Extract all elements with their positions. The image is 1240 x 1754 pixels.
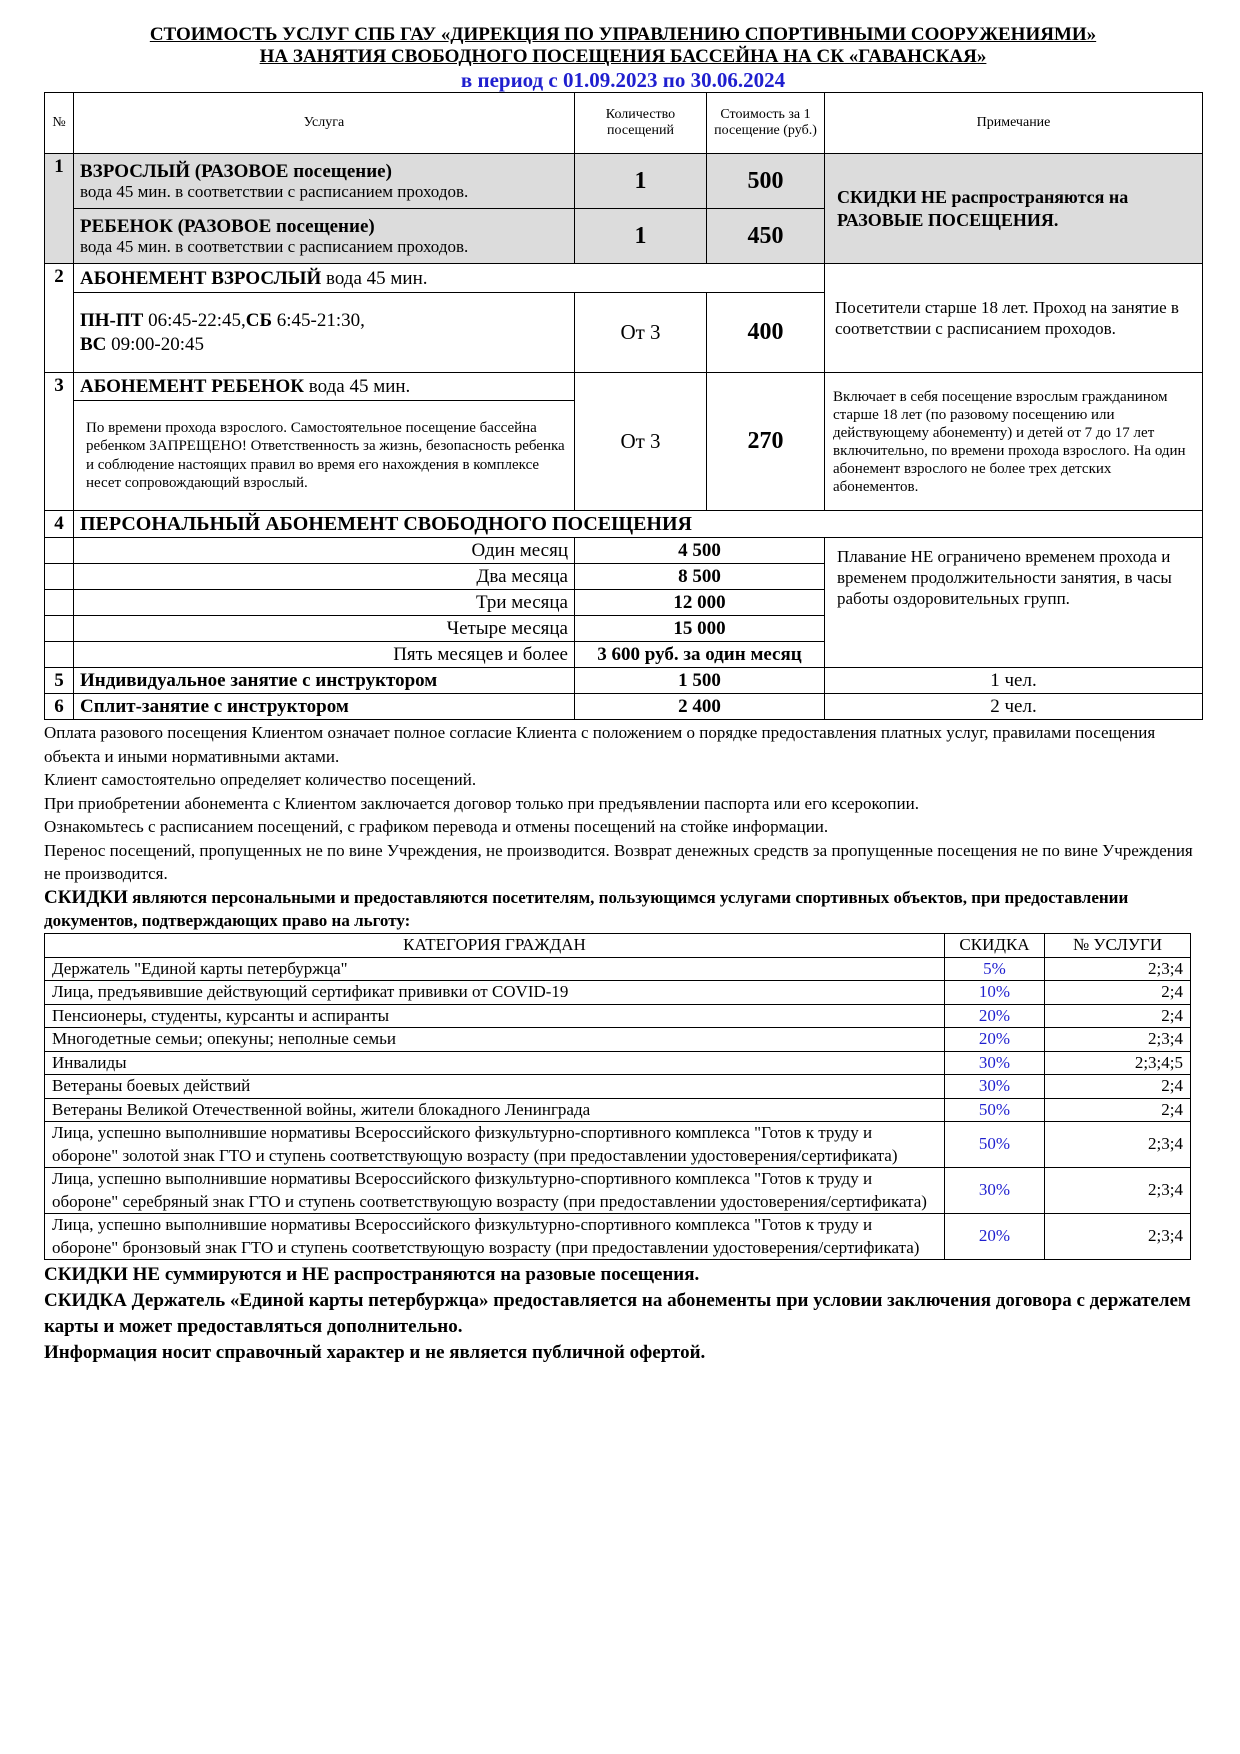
period-price: 15 000 <box>575 616 825 642</box>
schedule-day: ПН-ПТ <box>80 309 144 331</box>
service-title-bold: АБОНЕМЕНТ РЕБЕНОК <box>80 376 305 397</box>
service-price: 1 500 <box>575 668 825 694</box>
title-line-2: НА ЗАНЯТИЯ СВОБОДНОГО ПОСЕЩЕНИЯ БАССЕЙНА НА СК «ГАВАНСКАЯ» <box>259 46 987 67</box>
title-line-1: СТОИМОСТЬ УСЛУГ СПБ ГАУ «ДИРЕКЦИЯ ПО УПРАВЛЕНИЮ СПОРТИВНЫМИ СООРУЖЕНИЯМИ» <box>149 24 1097 45</box>
info-paragraph: При приобретении абонемента с Клиентом заключается договор только при предъявлении паспорта или его ксерокопии. <box>44 793 919 813</box>
service-title: ПЕРСОНАЛЬНЫЙ АБОНЕМЕНТ СВОБОДНОГО ПОСЕЩЕНИЯ <box>74 511 1203 538</box>
cost-value: 500 <box>707 154 825 209</box>
discount-cell: 50% <box>945 1122 1045 1168</box>
visits-value: 1 <box>575 209 707 264</box>
table-row <box>45 538 1203 564</box>
category-cell: Лица, успешно выполнившие нормативы Всероссийского физкультурно-спортивного комплекса "Готов к труду и обороне" золотой знак ГТО и ступень соответствующую возрасту (при предоставлении удостоверения/сертификата) <box>45 1122 945 1168</box>
discount-cell: 5% <box>945 957 1045 981</box>
visits-value: От 3 <box>575 293 707 373</box>
col-service-no: № УСЛУГИ <box>1045 933 1191 957</box>
discounts-intro-rest: являются персональными и предоставляются посетителям, пользующимся услугами спортивных объектов, при предоставлении документов, подтверждающих право на льготу: <box>44 887 1129 930</box>
period-price: 3 600 руб. за один месяц <box>575 642 825 668</box>
schedule-day: СБ <box>245 309 273 331</box>
service-title <box>74 264 825 293</box>
discount-cell: 30% <box>945 1051 1045 1075</box>
col-category: КАТЕГОРИЯ ГРАЖДАН <box>45 933 945 957</box>
category-cell: Лица, успешно выполнившие нормативы Всероссийского физкультурно-спортивного комплекса "Готов к труду и обороне" бронзовый знак ГТО и ступень соответствующую возрасту (при предоставлении удостоверения/сертификата) <box>45 1214 945 1260</box>
service-title <box>74 373 575 401</box>
service-title: РЕБЕНОК (РАЗОВОЕ посещение) <box>80 216 375 237</box>
service-title: Сплит-занятие с инструктором <box>74 694 575 720</box>
table-row <box>45 511 1203 538</box>
service-no-cell: 2;3;4 <box>1045 1028 1191 1052</box>
info-paragraph: Ознакомьтесь с расписанием посещений, с графиком перевода и отмены посещений на стойке информации. <box>44 817 829 836</box>
service-price: 2 400 <box>575 694 825 720</box>
schedule-cell <box>74 293 575 373</box>
category-cell: Пенсионеры, студенты, курсанты и аспиранты <box>45 1004 945 1028</box>
period-label: Четыре месяца <box>74 616 575 642</box>
cost-value: 270 <box>707 373 825 511</box>
service-no-cell: 2;3;4;5 <box>1045 1051 1191 1075</box>
discount-row <box>45 1214 1191 1260</box>
category-cell: Ветераны Великой Отечественной войны, жители блокадного Ленинграда <box>45 1098 945 1122</box>
discount-cell: 30% <box>945 1075 1045 1099</box>
service-cell <box>74 209 575 264</box>
discount-cell: 20% <box>945 1214 1045 1260</box>
note-cell: Посетители старше 18 лет. Проход на занятие в соответствии с расписанием проходов. <box>825 264 1203 373</box>
service-no-cell: 2;4 <box>1045 981 1191 1005</box>
service-no-cell: 2;3;4 <box>1045 957 1191 981</box>
service-no-cell: 2;3;4 <box>1045 1122 1191 1168</box>
col-visits: Количество посещений <box>575 93 707 154</box>
discount-row <box>45 981 1191 1005</box>
col-cost: Стоимость за 1 посещение (руб.) <box>707 93 825 154</box>
category-cell: Инвалиды <box>45 1051 945 1075</box>
people-count: 1 чел. <box>825 668 1203 694</box>
cost-value: 450 <box>707 209 825 264</box>
schedule-time: 06:45-22:45, <box>143 309 246 331</box>
table-row <box>45 264 1203 293</box>
service-no-cell: 2;3;4 <box>1045 1214 1191 1260</box>
service-title-rest: вода 45 мин. <box>304 376 411 397</box>
people-count: 2 чел. <box>825 694 1203 720</box>
price-document <box>44 24 1202 1366</box>
table-row <box>45 694 1203 720</box>
empty-cell <box>45 616 74 642</box>
service-no-cell: 2;3;4 <box>1045 1168 1191 1214</box>
table-row <box>45 668 1203 694</box>
discount-cell: 20% <box>945 1004 1045 1028</box>
footer <box>44 1262 1202 1366</box>
cost-value: 400 <box>707 293 825 373</box>
period: в период с 01.09.2023 по 30.06.2024 <box>460 68 786 92</box>
period-label: Пять месяцев и более <box>74 642 575 668</box>
row-number: 1 <box>45 154 74 264</box>
visits-value: 1 <box>575 154 707 209</box>
schedule-time: 09:00-20:45 <box>106 333 205 355</box>
category-cell: Держатель "Единой карты петербуржца" <box>45 957 945 981</box>
note-cell <box>825 154 1203 264</box>
col-service: Услуга <box>74 93 575 154</box>
empty-cell <box>45 642 74 668</box>
empty-cell <box>45 590 74 616</box>
row-number: 2 <box>45 264 74 373</box>
note-cell: Плавание НЕ ограничено временем прохода и временем продолжительности занятия, в часы работы оздоровительных групп. <box>825 538 1203 668</box>
row-number: 3 <box>45 373 74 511</box>
footer-line: СКИДКА Держатель «Единой карты петербуржца» предоставляется на абонементы при условии заключения договора с держателем карты и может предоставляться дополнительно. <box>44 1290 1191 1337</box>
note-line: СКИДКИ НЕ распространяются на <box>837 186 1129 207</box>
service-title-bold: АБОНЕМЕНТ ВЗРОСЛЫЙ <box>80 267 322 289</box>
info-paragraph: Клиент самостоятельно определяет количество посещений. <box>44 770 477 789</box>
discount-cell: 50% <box>945 1098 1045 1122</box>
empty-cell <box>45 564 74 590</box>
discount-rows <box>45 957 1191 1260</box>
discount-row <box>45 1168 1191 1214</box>
col-no: № <box>45 93 74 154</box>
service-no-cell: 2;4 <box>1045 1098 1191 1122</box>
discount-row <box>45 1028 1191 1052</box>
period-price: 4 500 <box>575 538 825 564</box>
table-row <box>45 154 1203 209</box>
discount-cell: 30% <box>945 1168 1045 1214</box>
discount-row <box>45 1122 1191 1168</box>
row-number: 5 <box>45 668 74 694</box>
row-number: 6 <box>45 694 74 720</box>
info-block <box>44 721 1202 933</box>
discount-row <box>45 1075 1191 1099</box>
service-no-cell: 2;4 <box>1045 1075 1191 1099</box>
category-cell: Ветераны боевых действий <box>45 1075 945 1099</box>
period-label: Три месяца <box>74 590 575 616</box>
period-price: 12 000 <box>575 590 825 616</box>
col-discount: СКИДКА <box>945 933 1045 957</box>
empty-cell <box>45 538 74 564</box>
schedule-time: 6:45-21:30, <box>272 309 365 331</box>
category-cell: Лица, успешно выполнившие нормативы Всероссийского физкультурно-спортивного комплекса "Готов к труду и обороне" серебряный знак ГТО и ступень соответствующую возрасту (при предоставлении удостоверения/сертификата) <box>45 1168 945 1214</box>
service-desc: вода 45 мин. в соответствии с расписанием проходов. <box>80 182 469 201</box>
period-label: Два месяца <box>74 564 575 590</box>
service-title-rest: вода 45 мин. <box>321 267 428 289</box>
discounts-intro-bold: СКИДКИ <box>44 886 128 908</box>
footer-line: Информация носит справочный характер и не является публичной офертой. <box>44 1342 706 1363</box>
service-desc: вода 45 мин. в соответствии с расписанием проходов. <box>80 237 469 256</box>
note-line: РАЗОВЫЕ ПОСЕЩЕНИЯ. <box>837 209 1059 230</box>
period-label: Один месяц <box>74 538 575 564</box>
price-table <box>44 92 1203 720</box>
info-paragraph: Перенос посещений, пропущенных не по вине Учреждения, не производится. Возврат денежных средств за пропущенные посещения не по вине Учреждения не производится. <box>44 840 1193 883</box>
service-no-cell: 2;4 <box>1045 1004 1191 1028</box>
service-cell <box>74 154 575 209</box>
note-cell: Включает в себя посещение взрослым гражданином старше 18 лет (по разовому посещению или действующему абонементу) и детей от 7 до 17 лет включительно, по времени прохода взрослого. На один абонемент взрослого не более трех детских абонементов. <box>825 373 1203 511</box>
discount-row <box>45 1051 1191 1075</box>
service-title: Индивидуальное занятие с инструктором <box>74 668 575 694</box>
row-number: 4 <box>45 511 74 538</box>
visits-value: От 3 <box>575 373 707 511</box>
schedule-day: ВС <box>80 333 107 355</box>
service-desc: По времени прохода взрослого. Самостоятельное посещение бассейна ребенком ЗАПРЕЩЕНО! Ответственность за жизнь, безопасность ребенка и соблюдение настоящих правил во время его нахождения в комплексе несет сопровождающий взрослый. <box>74 401 575 511</box>
info-paragraph: Оплата разового посещения Клиентом означает полное согласие Клиента с положением о порядке предоставления платных услуг, правилами посещения объекта и иными нормативными актами. <box>44 723 1156 766</box>
col-note: Примечание <box>825 93 1203 154</box>
table-row <box>45 373 1203 401</box>
category-cell: Многодетные семьи; опекуны; неполные семьи <box>45 1028 945 1052</box>
discount-row <box>45 1098 1191 1122</box>
discount-row <box>45 1004 1191 1028</box>
discount-row <box>45 957 1191 981</box>
discount-table <box>44 933 1191 1261</box>
service-title: ВЗРОСЛЫЙ (РАЗОВОЕ посещение) <box>80 161 392 182</box>
period-price: 8 500 <box>575 564 825 590</box>
discount-cell: 20% <box>945 1028 1045 1052</box>
footer-line: СКИДКИ НЕ суммируются и НЕ распространяются на разовые посещения. <box>44 1264 700 1285</box>
category-cell: Лица, предъявившие действующий сертификат прививки от COVID-19 <box>45 981 945 1005</box>
discount-cell: 10% <box>945 981 1045 1005</box>
discounts-intro <box>44 886 1202 933</box>
